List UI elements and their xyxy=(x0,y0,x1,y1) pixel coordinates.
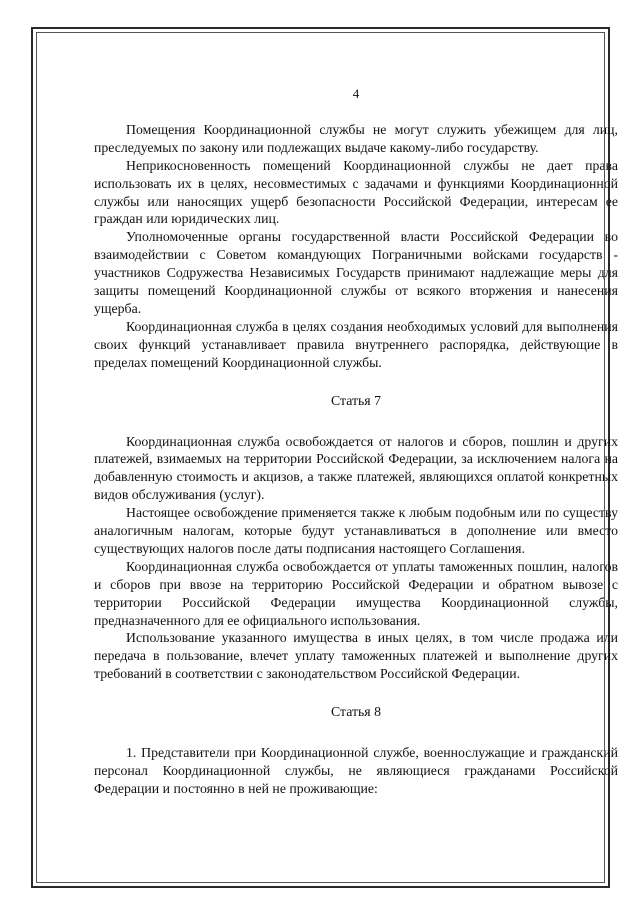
paragraph: Уполномоченные органы государственной власти Российской Федерации во взаимодействии с Советом командующих Пограничными войсками государств - участников Содружества Независимых Государств принимают надлежащие меры для защиты помещений Координационной службы от всякого вторжения и нанесения ущерба. xyxy=(94,229,618,316)
page-number: 4 xyxy=(352,86,360,101)
paragraph: Координационная служба в целях создания необходимых условий для выполнения своих функций устанавливает правила внутреннего распорядка, действующие в пределах помещений Координационной службы. xyxy=(94,318,618,370)
article-8-heading: Статья 8 xyxy=(330,704,381,720)
paragraph: Использование указанного имущества в иных целях, в том числе продажа или передача в пользование, влечет уплату таможенных платежей и выполнение других требований в соответствии с законодательством Российской Федерации. xyxy=(94,630,618,682)
paragraph: Координационная служба освобождается от уплаты таможенных пошлин, налогов и сборов при ввозе на территорию Российской Федерации и обратном вывозе с территории Российской Федерации имущества Координационной службы, предназначенного для ее официального использования. xyxy=(94,558,618,628)
document-body xyxy=(94,85,618,798)
paragraph: 1. Представители при Координационной службе, военнослужащие и гражданский персонал Координационной службы, не являющиеся гражданами Российской Федерации и постоянно в ней не проживающие: xyxy=(94,745,618,796)
article-7-heading: Статья 7 xyxy=(330,392,381,408)
page-frame xyxy=(31,27,618,888)
paragraph: Координационная служба освобождается от налогов и сборов, пошлин и других платежей, взимаемых на территории Российской Федерации, за исключением налога на добавленную стоимость и акцизов, а также платежей, являющихся оплатой конкретных видов обслуживания (услуг). xyxy=(94,433,618,503)
paragraph: Помещения Координационной службы не могут служить убежищем для лиц, преследуемых по закону или подлежащих выдаче какому-либо государству. xyxy=(94,121,618,155)
paragraph: Настоящее освобождение применяется также к любым подобным или по существу аналогичным налогам, которые будут устанавливаться в дополнение или вместо существующих налогов после даты подписания настоящего Соглашения. xyxy=(94,505,618,556)
paragraph: Неприкосновенность помещений Координационной службы не дает права использовать их в целях, несовместимых с задачами и функциями Координационной службы или наносящих ущерб безопасности Российской Федерации, интересам ее граждан или юридических лиц. xyxy=(94,157,618,227)
